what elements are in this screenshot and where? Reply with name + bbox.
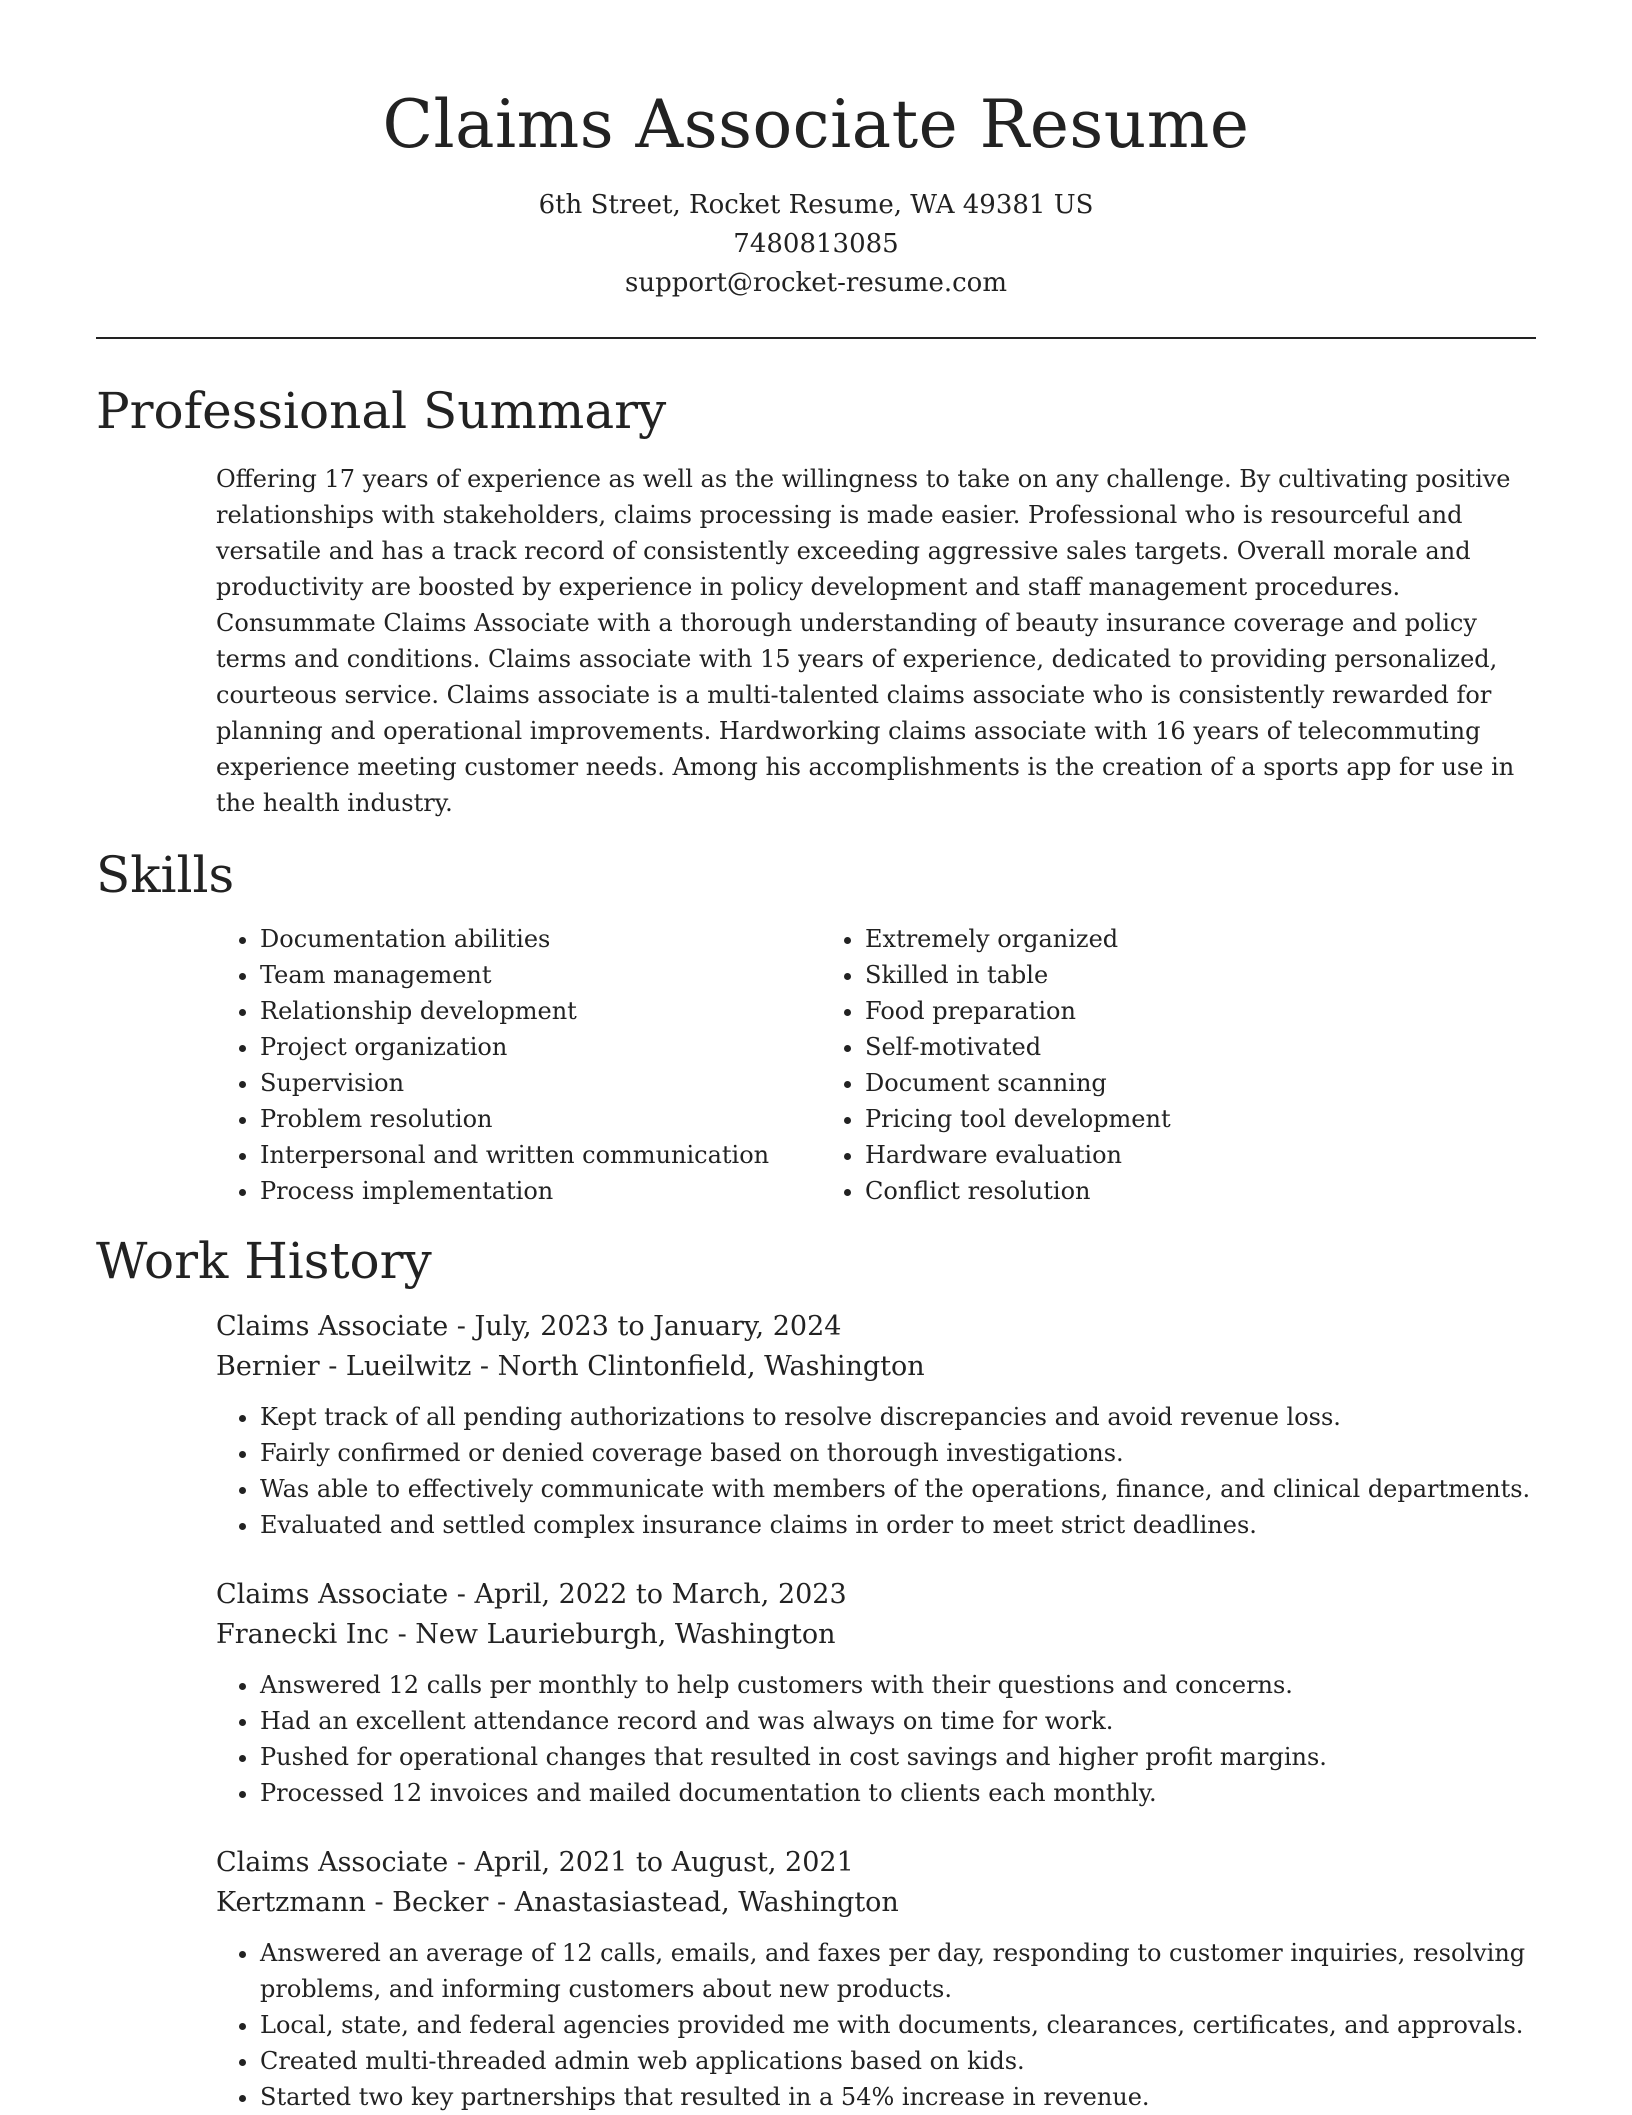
contact-info	[96, 186, 1536, 303]
job-bullet: • Pushed for operational changes that resulted in cost savings and higher profit margins.	[260, 1739, 1536, 1775]
job-bullet: • Was able to effectively communicate with members of the operations, finance, and clinical departments.	[260, 1471, 1536, 1507]
skill-item: • Team management	[260, 957, 821, 993]
job-entry	[216, 1843, 1536, 2115]
skill-item: • Food preparation	[865, 993, 1426, 1029]
job-bullet: • Started two key partnerships that resulted in a 54% increase in revenue.	[260, 2079, 1536, 2115]
job-dates: - April, 2022 to March, 2023	[448, 1579, 847, 1610]
job-company: Kertzmann - Becker	[216, 1887, 489, 1918]
phone: 7480813085	[733, 229, 899, 259]
skill-item: • Hardware evaluation	[865, 1137, 1426, 1173]
job-bullet: • Processed 12 invoices and mailed documentation to clients each monthly.	[260, 1775, 1536, 1811]
job-title-line	[216, 1843, 1536, 1883]
job-bullet: • Had an excellent attendance record and was always on time for work.	[260, 1703, 1536, 1739]
skill-item: • Conflict resolution	[865, 1173, 1426, 1209]
skill-item: • Process implementation	[260, 1173, 821, 1209]
skill-item: • Problem resolution	[260, 1101, 821, 1137]
summary-text: Offering 17 years of experience as well as the willingness to take on any challenge. By cultivating positive relationships with stakeholders, claims processing is made easier. Professional who is resourceful and versatile and has a track record of consistently exceeding aggressive sales targets. Overall morale and productivity are boosted by experience in policy development and staff management procedures. Consummate Claims Associate with a thorough understanding of beauty insurance coverage and policy terms and conditions. Claims associate with 15 years of experience, dedicated to providing personalized, courteous service. Claims associate is a multi-talented claims associate who is consistently rewarded for planning and operational improvements. Hardworking claims associate with 16 years of telecommuting experience meeting customer needs. Among his accomplishments is the creation of a sports app for use in the health industry.	[216, 465, 1515, 817]
job-company-line	[216, 1347, 1536, 1387]
skills-grid	[216, 921, 1536, 1209]
job-bullet: • Fairly confirmed or denied coverage based on thorough investigations.	[260, 1435, 1536, 1471]
skills-column-left	[216, 921, 821, 1209]
job-bullet: • Kept track of all pending authorizations to resolve discrepancies and avoid revenue loss.	[260, 1399, 1536, 1435]
skill-item: • Self-motivated	[865, 1029, 1426, 1065]
job-bullets	[216, 1399, 1536, 1543]
job-title: Claims Associate	[216, 1579, 449, 1610]
skills-section	[96, 845, 1536, 1209]
skill-item: • Project organization	[260, 1029, 821, 1065]
job-bullet: • Evaluated and settled complex insurance claims in order to meet strict deadlines.	[260, 1507, 1536, 1543]
job-title: Claims Associate	[216, 1847, 449, 1878]
job-bullet: • Answered an average of 12 calls, emails, and faxes per day, responding to customer inquiries, resolving problems, and informing customers about new products.	[260, 1935, 1536, 2007]
summary-section	[96, 381, 1536, 821]
job-dates: - July, 2023 to January, 2024	[448, 1311, 842, 1342]
skill-item: • Document scanning	[865, 1065, 1426, 1101]
skill-item: • Relationship development	[260, 993, 821, 1029]
job-company: Franecki Inc	[216, 1619, 389, 1650]
job-entry	[216, 1575, 1536, 1811]
summary-heading: Professional Summary	[96, 382, 667, 440]
job-title-line	[216, 1575, 1536, 1615]
job-title: Claims Associate	[216, 1311, 449, 1342]
job-location: - North Clintonfield, Washington	[471, 1351, 925, 1382]
job-bullet: • Local, state, and federal agencies provided me with documents, clearances, certificates, and approvals.	[260, 2007, 1536, 2043]
header-divider	[96, 337, 1536, 339]
skill-item: • Supervision	[260, 1065, 821, 1101]
work-history-section	[96, 1231, 1536, 2115]
job-company-line	[216, 1883, 1536, 1923]
job-bullets	[216, 1935, 1536, 2115]
job-entry	[216, 1307, 1536, 1543]
skill-item: • Interpersonal and written communication	[260, 1137, 821, 1173]
skill-item: • Skilled in table	[865, 957, 1426, 993]
job-bullets	[216, 1667, 1536, 1811]
job-company-line	[216, 1615, 1536, 1655]
job-bullet: • Created multi-threaded admin web applications based on kids.	[260, 2043, 1536, 2079]
skill-item: • Extremely organized	[865, 921, 1426, 957]
page-title: Claims Associate Resume	[382, 86, 1250, 163]
job-location: - Anastasiastead, Washington	[488, 1887, 899, 1918]
email: support@rocket-resume.com	[624, 268, 1007, 298]
skills-column-right	[821, 921, 1426, 1209]
address: 6th Street, Rocket Resume, WA 49381 US	[538, 190, 1094, 220]
job-title-line	[216, 1307, 1536, 1347]
skills-heading: Skills	[96, 846, 235, 904]
work-history-heading: Work History	[96, 1232, 432, 1290]
job-dates: - April, 2021 to August, 2021	[448, 1847, 854, 1878]
job-location: - New Laurieburgh, Washington	[388, 1619, 836, 1650]
job-company: Bernier - Lueilwitz	[216, 1351, 472, 1382]
skill-item: • Documentation abilities	[260, 921, 821, 957]
skill-item: • Pricing tool development	[865, 1101, 1426, 1137]
job-bullet: • Answered 12 calls per monthly to help customers with their questions and concerns.	[260, 1667, 1536, 1703]
